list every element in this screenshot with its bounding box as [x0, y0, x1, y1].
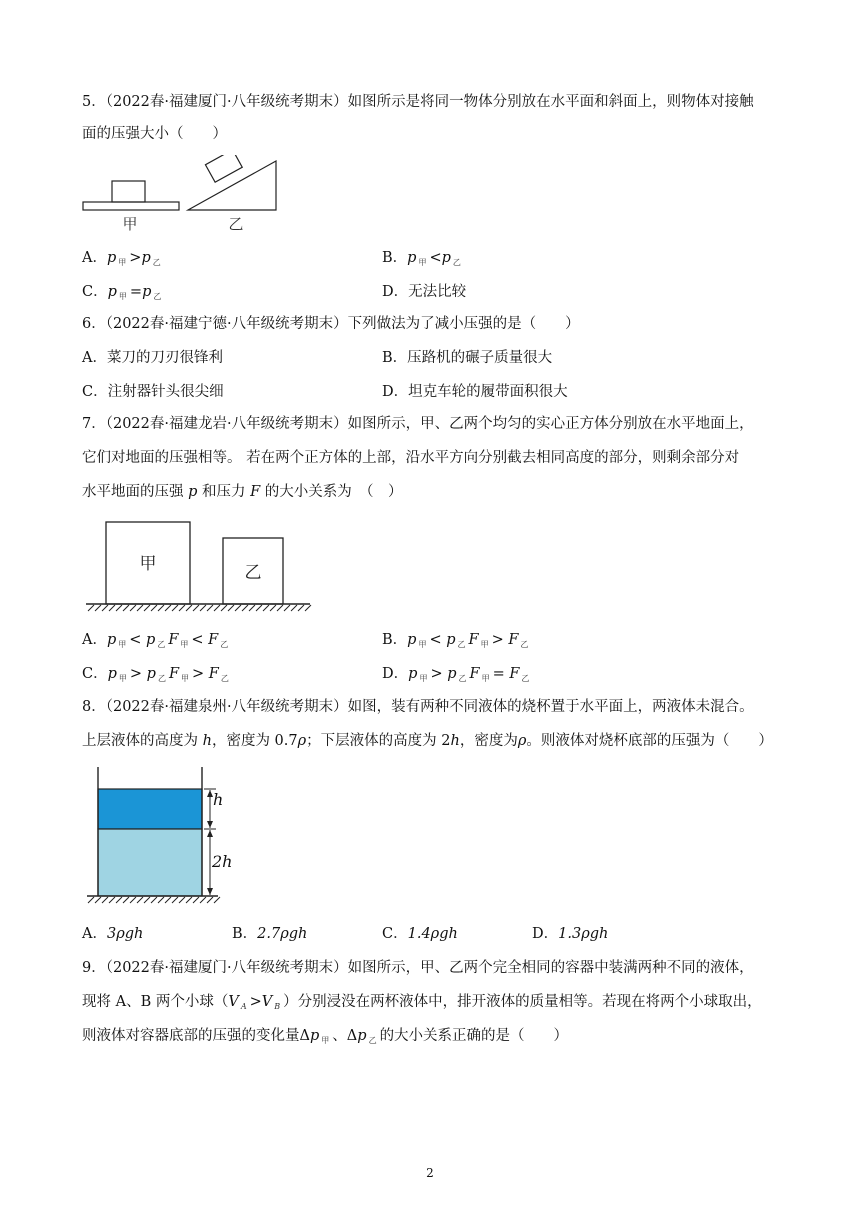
q5-option-c[interactable]: C．p $_甲$ =p $_乙$: [82, 284, 162, 301]
q9-stem-line3: 则液体对容器底部的压强的变化量Δp $_甲$ 、Δp $_乙$ 的大小关系正确的是（ ）: [82, 1028, 569, 1045]
q5-stem-line1: 5．（2022春·福建厦门·八年级统考期末）如图所示是将同一物体分别放在水平面和斜面上，则物体对接触: [82, 94, 754, 110]
q8-beaker-figure: [84, 764, 224, 912]
q7-stem-line1: 7．（2022春·福建龙岩·八年级统考期末）如图所示，甲、乙两个均匀的实心正方体分别放在水平地面上，: [82, 416, 754, 432]
q6-option-c[interactable]: C．注射器针头很尖细: [82, 384, 224, 400]
q5-option-a[interactable]: A．p $_甲$ >p $_乙$: [82, 250, 161, 267]
q5-stem-line2: 面的压强大小（ ）: [82, 126, 227, 142]
q7-fig-label-b: 乙: [244, 563, 262, 583]
q6-stem-line1: 6．（2022春·福建宁德·八年级统考期末）下列做法为了减小压强的是（ ）: [82, 316, 580, 332]
q8-stem-line1: 8．（2022春·福建泉州·八年级统考期末）如图，装有两种不同液体的烧杯置于水平面上，两液体未混合。: [82, 699, 754, 715]
q8-option-d[interactable]: D．1.3ρgh: [532, 926, 609, 942]
q7-option-a[interactable]: A．p $_甲$ < p $_乙$ F $_甲$ < F $_乙$: [82, 632, 229, 649]
q7-stem-line2: 它们对地面的压强相等。 若在两个正方体的上部，沿水平方向分别截去相同高度的部分，则剩余部分对: [82, 450, 740, 466]
q8-lower-liquid: [98, 829, 202, 896]
q5-fig-label-b: 乙: [228, 215, 244, 233]
q5-option-d[interactable]: D．无法比较: [382, 284, 467, 300]
q8-option-a[interactable]: A．3ρgh: [82, 926, 144, 942]
q7-option-b[interactable]: B．p $_甲$ < p $_乙$ F $_甲$ > F $_乙$: [382, 632, 529, 649]
q9-stem-line1: 9．（2022春·福建厦门·八年级统考期末）如图所示，甲、乙两个完全相同的容器中装满两种不同的液体，: [82, 960, 754, 976]
q7-option-d[interactable]: D．p $_甲$ > p $_乙$ F $_甲$ = F $_乙$: [382, 666, 530, 683]
q9-stem-line2: 现将 A、B 两个小球（V $_A$ >V $_B$ ）分别浸没在两杯液体中，排开液体的质量相等。若现在将两个小球取出，: [82, 994, 762, 1011]
q6-option-b[interactable]: B．压路机的碾子质量很大: [382, 350, 553, 366]
q7-stem-line3: 水平地面的压强 p 和压力 F 的大小关系为 （ ）: [82, 484, 403, 500]
q5-figure: [80, 155, 285, 235]
q7-option-c[interactable]: C．p $_甲$ > p $_乙$ F $_甲$ > F $_乙$: [82, 666, 229, 683]
q8-stem-line2: 上层液体的高度为 h，密度为 0.7ρ；下层液体的高度为 2h，密度为ρ。则液体对烧杯底部的压强为（ ）: [82, 733, 773, 749]
q8-upper-liquid: [98, 789, 202, 829]
q6-option-a[interactable]: A．菜刀的刀刃很锋利: [82, 350, 223, 366]
q7-fig-label-a: 甲: [139, 554, 157, 574]
q5-fig-label-a: 甲: [122, 215, 138, 233]
page-number: 2: [426, 1166, 434, 1180]
q8-fig-h-label: h: [213, 790, 224, 809]
q5-option-b[interactable]: B．p $_甲$ <p $_乙$: [382, 250, 461, 267]
q8-fig-2h-label: 2h: [212, 852, 233, 871]
q8-option-b[interactable]: B．2.7ρgh: [232, 926, 308, 942]
q8-option-c[interactable]: C．1.4ρgh: [382, 926, 458, 942]
q6-option-d[interactable]: D．坦克车轮的履带面积很大: [382, 384, 568, 400]
q7-figure: [84, 518, 314, 614]
